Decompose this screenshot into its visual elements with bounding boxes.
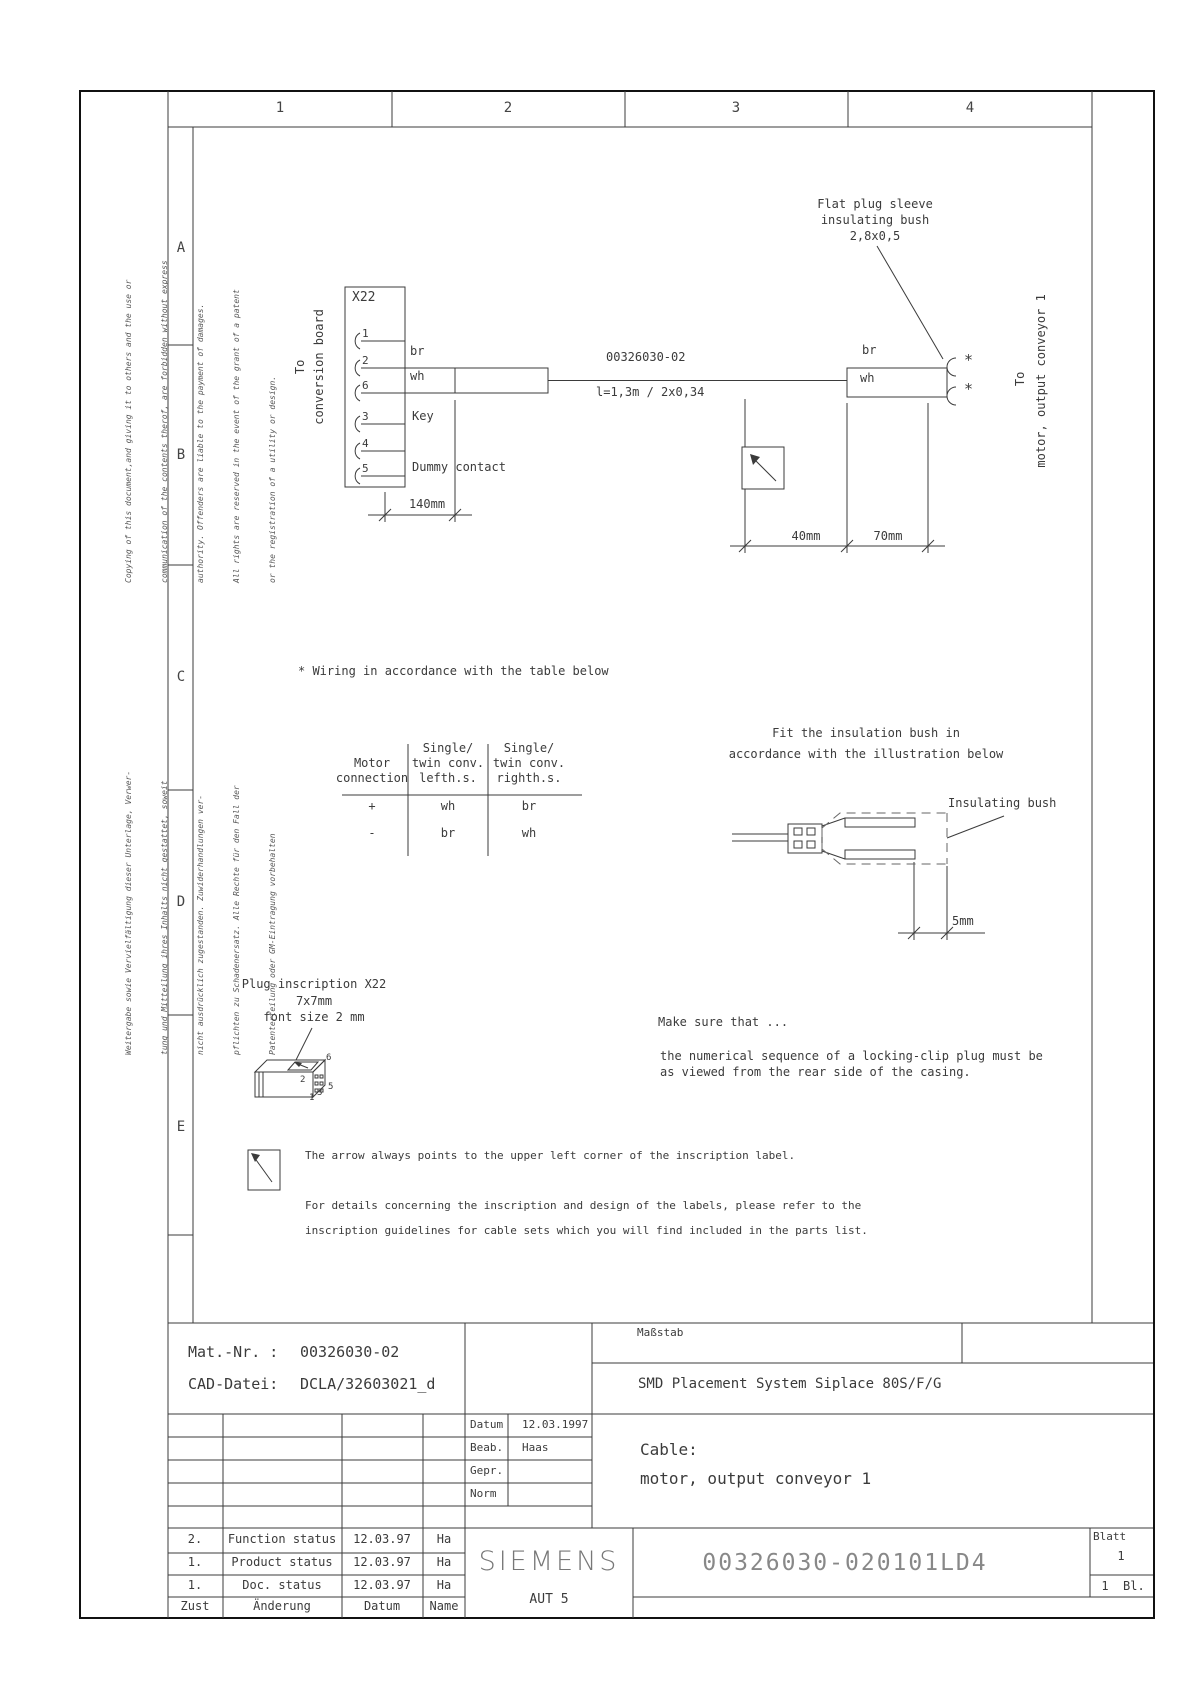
- wire-br-label-right: br: [862, 343, 877, 357]
- table-header-right-line2: twin conv.: [492, 756, 566, 770]
- pin-contact-icon: [355, 333, 360, 349]
- table-header-left-line2: twin conv.: [411, 756, 485, 770]
- beab-value: Haas: [522, 1441, 549, 1454]
- make-sure-note: Make sure that ...: [658, 1015, 789, 1029]
- cable-title-value: motor, output conveyor 1: [640, 1469, 872, 1488]
- pin-label-4: 4: [362, 437, 369, 450]
- mat-nr-value: 00326030-02: [300, 1343, 400, 1361]
- cad-file-value: DCLA/32603021_d: [300, 1375, 436, 1393]
- bush-heading-line1: Fit the insulation bush in: [772, 726, 960, 740]
- column-ref-2: 2: [503, 100, 513, 116]
- pin-contact-icon: [355, 385, 360, 401]
- cable-length-label: l=1,3m / 2x0,34: [596, 385, 705, 399]
- siemens-logo: SIEMENS: [478, 1546, 620, 1577]
- copyright-en-line: authority. Offenders are liable to the payment of damages.: [196, 303, 205, 583]
- row-ref-b: B: [176, 447, 186, 463]
- wire-wh-label-right: wh: [860, 371, 875, 385]
- row-ref-a: A: [176, 240, 186, 256]
- key-label: Key: [412, 409, 434, 423]
- flat-plug-note-line3: 2,8x0,5: [849, 229, 901, 243]
- sequence-note-line2: as viewed from the rear side of the casing.: [660, 1065, 971, 1079]
- flat-plug-sleeve-icon: [947, 358, 956, 376]
- beab-label: Beab.: [470, 1441, 504, 1454]
- rev-row-1-name: Ha: [436, 1532, 452, 1546]
- rev-row-1-zust: 2.: [187, 1532, 203, 1546]
- pin-label-2: 2: [362, 354, 369, 367]
- cable-number-label: 00326030-02: [606, 350, 686, 364]
- rev-row-3-zust: 1.: [187, 1578, 203, 1592]
- rev-header-datum: Datum: [363, 1599, 401, 1613]
- pin-label-6: 6: [362, 379, 369, 392]
- bush-heading-line2: accordance with the illustration below: [728, 747, 1004, 761]
- dimension-70mm: 70mm: [873, 529, 903, 543]
- insulation-bush-illustration: [732, 813, 1004, 864]
- document-number: 00326030-020101LD4: [702, 1550, 988, 1576]
- to-conversion-board-line2: conversion board: [312, 309, 327, 425]
- footnote-mark: *: [964, 351, 974, 369]
- table-cell: wh: [521, 826, 537, 840]
- cable-title-label: Cable:: [640, 1440, 698, 1459]
- column-ref-3: 3: [731, 100, 741, 116]
- sequence-note-line1: the numerical sequence of a locking-clip plug must be: [660, 1049, 1043, 1063]
- system-name: SMD Placement System Siplace 80S/F/G: [638, 1376, 942, 1392]
- pin-contact-icon: [355, 468, 360, 484]
- table-header-motor: Motor: [353, 756, 391, 770]
- table-cell: br: [440, 826, 456, 840]
- table-cell-minus: -: [368, 826, 376, 840]
- flat-plug-note-line1: Flat plug sleeve: [817, 197, 933, 211]
- plug-inscription-heading1: Plug inscription X22: [241, 977, 387, 991]
- to-motor-line1: To: [1013, 371, 1028, 387]
- flat-plug-sleeve-icon: [947, 387, 956, 405]
- insulating-bush-dashed-outline: [822, 813, 947, 864]
- copyright-de-line: nicht ausdrücklich zugestanden. Zuwiderhandlungen ver-: [196, 794, 205, 1055]
- department-label: AUT 5: [529, 1592, 569, 1607]
- blatt-total: 1 Bl.: [1101, 1579, 1145, 1593]
- details-note-line2: inscription guidelines for cable sets which you will find included in the parts list.: [305, 1224, 868, 1237]
- copyright-de-line: pflichten zu Schadenersatz. Alle Rechte für den Fall der: [232, 785, 241, 1055]
- norm-label: Norm: [470, 1487, 497, 1500]
- rev-row-2-zust: 1.: [187, 1555, 203, 1569]
- flat-plug-note-line2: insulating bush: [820, 213, 930, 227]
- dimension-5mm: 5mm: [952, 914, 974, 928]
- copyright-de-line: Patenterteilung oder GM-Eintragung vorbehalten: [268, 833, 277, 1055]
- scale-label: Maßstab: [637, 1326, 684, 1339]
- pin-label-1: 1: [362, 327, 369, 340]
- plug-inscription-heading3: font size 2 mm: [263, 1010, 365, 1024]
- rev-header-name: Name: [429, 1599, 459, 1613]
- rev-row-1-date: 12.03.97: [353, 1532, 411, 1546]
- copyright-german: [99, 735, 277, 1055]
- table-header-left-line3: lefth.s.: [419, 771, 477, 785]
- pin-contact-icon: [355, 360, 360, 376]
- bush-leader-line: [947, 816, 1004, 838]
- mat-nr-label: Mat.-Nr. :: [188, 1343, 279, 1361]
- rev-row-2-name: Ha: [436, 1555, 452, 1569]
- rev-row-3-date: 12.03.97: [353, 1578, 411, 1592]
- copyright-en-line: communication of the contents therof, are forbidden without express: [160, 260, 169, 583]
- table-cell: br: [521, 799, 537, 813]
- dimension-40mm: 40mm: [791, 529, 821, 543]
- table-cell: wh: [440, 799, 456, 813]
- copyright-en-line: or the registration of a utility or design.: [268, 375, 277, 583]
- column-ref-1: 1: [275, 100, 285, 116]
- pin-contact-icon: [355, 416, 360, 432]
- rev-row-3-change: Doc. status: [242, 1578, 322, 1592]
- connector-name: X22: [352, 290, 376, 305]
- plug-pin-5: 5: [328, 1082, 334, 1092]
- cable-sheath-left: [455, 368, 548, 393]
- datum-label: Datum: [470, 1418, 504, 1431]
- blatt-value: 1: [1117, 1549, 1125, 1563]
- copyright-en-line: All rights are reserved in the event of the grant of a patent: [232, 289, 241, 583]
- plug-pin-6: 6: [326, 1053, 332, 1063]
- table-header-left-line1: Single/: [422, 741, 474, 755]
- rev-row-3-name: Ha: [436, 1578, 452, 1592]
- row-ref-e: E: [176, 1119, 186, 1135]
- plug-pin-3: 3: [317, 1088, 323, 1098]
- rev-row-2-change: Product status: [231, 1555, 333, 1569]
- row-ref-c: C: [176, 669, 186, 685]
- insulating-bush-label: Insulating bush: [948, 796, 1057, 810]
- details-note-line1: For details concerning the inscription and design of the labels, please refer to the: [305, 1199, 862, 1212]
- blatt-label: Blatt: [1093, 1530, 1127, 1543]
- wiring-note: * Wiring in accordance with the table below: [298, 664, 609, 678]
- copyright-de-line: tung und Mitteilung ihres Inhalts nicht gestattet, soweit: [160, 780, 169, 1055]
- wire-wh-label-left: wh: [410, 369, 425, 383]
- footnote-mark: *: [964, 380, 974, 398]
- copyright-de-line: Weitergabe sowie Vervielfältigung dieser Unterlage, Verwer-: [124, 770, 133, 1055]
- dimension-140mm: 140mm: [408, 497, 446, 511]
- x22-connector-box: [345, 287, 405, 487]
- plug-pin-2: 2: [300, 1075, 306, 1085]
- to-motor-line2: motor, output conveyor 1: [1034, 294, 1049, 468]
- rev-header-zust: Zust: [180, 1599, 210, 1613]
- datum-value: 12.03.1997: [522, 1418, 589, 1431]
- pin-label-5: 5: [362, 462, 369, 475]
- rev-header-aenderung: Änderung: [253, 1599, 311, 1613]
- flat-plug-leader-line: [877, 246, 943, 359]
- to-conversion-board-line1: To: [293, 359, 308, 375]
- gepr-label: Gepr.: [470, 1464, 504, 1477]
- copyright-en-line: Copying of this document,and giving it to others and the use or: [124, 279, 133, 583]
- arrow-example-box: [248, 1150, 280, 1190]
- row-ref-d: D: [176, 894, 186, 910]
- pin-label-3: 3: [362, 410, 369, 423]
- table-header-connection: connection: [335, 771, 409, 785]
- cable-inscription-label: [742, 447, 784, 489]
- pin-contact-icon: [355, 443, 360, 459]
- table-header-right-line3: righth.s.: [496, 771, 562, 785]
- cad-file-label: CAD-Datei:: [188, 1375, 279, 1393]
- arrow-note: The arrow always points to the upper left corner of the inscription label.: [305, 1149, 796, 1162]
- copyright-english: [99, 260, 277, 583]
- rev-row-1-change: Function status: [227, 1532, 337, 1546]
- plug-pin-1: 1: [309, 1093, 315, 1103]
- wire-br-label-left: br: [410, 344, 425, 358]
- plug-inscription-heading2: 7x7mm: [295, 994, 333, 1008]
- table-cell-plus: +: [368, 799, 376, 813]
- rev-row-2-date: 12.03.97: [353, 1555, 411, 1569]
- table-header-right-line1: Single/: [503, 741, 555, 755]
- dummy-contact-label: Dummy contact: [412, 460, 506, 474]
- column-ref-4: 4: [965, 100, 975, 116]
